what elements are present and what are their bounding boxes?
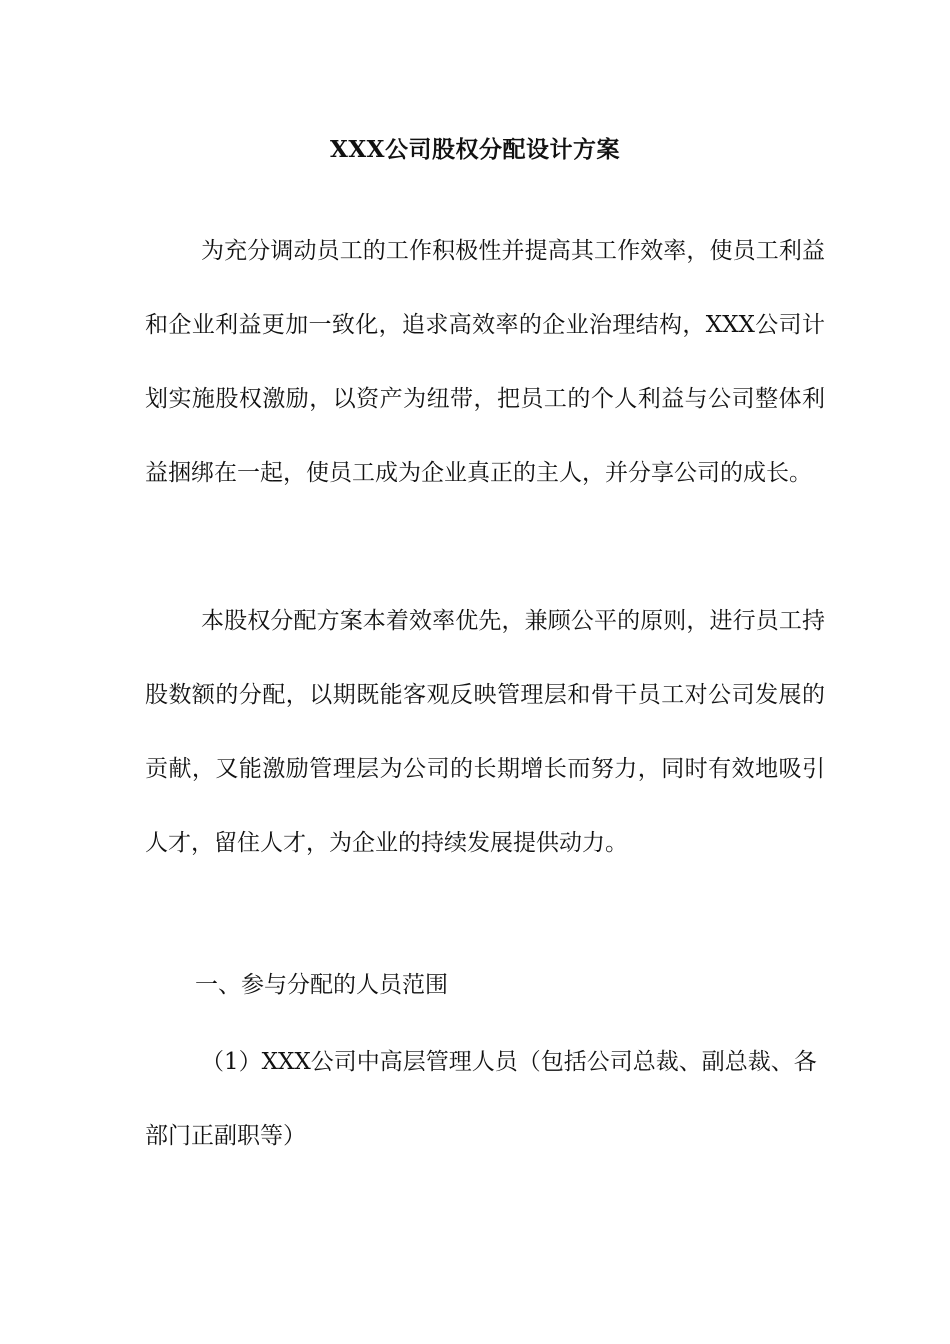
principle-paragraph: 本股权分配方案本着效率优先，兼顾公平的原则，进行员工持股数额的分配，以期既能客观反映管理层和骨干员工对公司发展的贡献，又能激励管理层为公司的长期增长而努力，同时有效地吸引人才，留住人才，为企业的持续发展提供动力。 (145, 608, 825, 856)
intro-paragraph: 为充分调动员工的工作积极性并提高其工作效率，使员工利益和企业利益更加一致化，追求高效率的企业治理结构，XXX公司计划实施股权激励，以资产为纽带，把员工的个人利益与公司整体利益捆绑在一起，使员工成为企业真正的主人，并分享公司的成长。 (145, 238, 825, 486)
document-title: XXX公司股权分配设计方案 (329, 136, 621, 163)
section-heading: 一、参与分配的人员范围 (195, 972, 448, 998)
section-item: （1）XXX公司中高层管理人员（包括公司总裁、副总裁、各部门正副职等） (145, 1049, 817, 1149)
